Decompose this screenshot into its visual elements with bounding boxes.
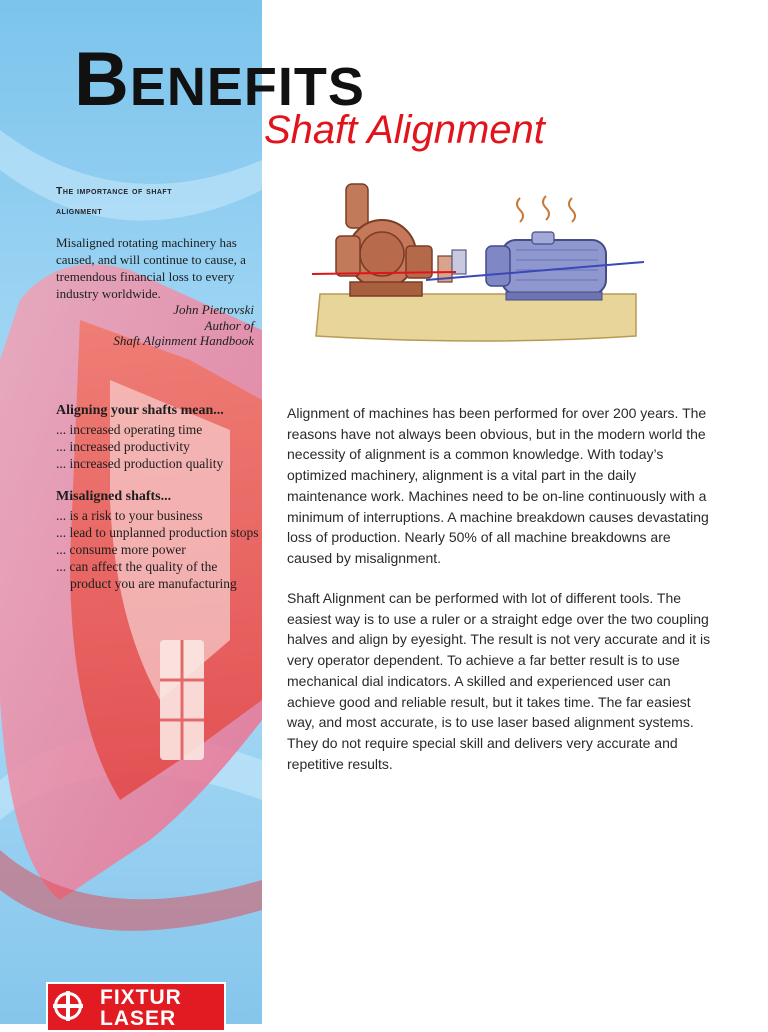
importance-heading xyxy=(56,181,256,221)
quote-attribution xyxy=(56,302,254,349)
misaligned-risks-list xyxy=(56,489,260,592)
list-item: ... increased operating time xyxy=(56,422,203,437)
list-item: ... lead to unplanned production stops xyxy=(56,525,259,540)
aligning-heading: Aligning your shafts mean... xyxy=(56,403,224,418)
list-item: ... can affect the quality of the product you are manufacturing xyxy=(56,559,237,591)
body-paragraph-1: Alignment of machines has been performed for over 200 years. The reasons have not always been obvious, but in the modern world the necessity of alignment is a common knowledge. With today’s optimized machinery, alignment is a vital part in the daily maintenance work. Machines need to be on-line continuously with a minimum of interruptions. A machine breakdown causes devastating loss of production. Nearly 50% of all machine breakdowns are caused by misalignment. xyxy=(287,405,709,566)
list-item: ... is a risk to your business xyxy=(56,508,203,523)
fixturlaser-logo xyxy=(46,982,226,1032)
author-role: Author of xyxy=(204,317,254,333)
list-item: ... consume more power xyxy=(56,542,186,557)
aligning-benefits-list xyxy=(56,403,260,472)
title-rest: ENEFITS xyxy=(129,57,365,117)
logo-line1: FIXTUR xyxy=(100,986,182,1009)
logo-line2: LASER xyxy=(100,1007,177,1030)
author-book: Shaft Alginment Handbook xyxy=(113,333,254,348)
list-item: ... increased productivity xyxy=(56,439,190,454)
misaligned-heading: Misaligned shafts... xyxy=(56,489,172,504)
page-title xyxy=(74,37,365,122)
author-name: John Pietrovski xyxy=(173,302,254,317)
importance-heading-line2: alignment xyxy=(56,205,103,217)
importance-heading-line1: The importance of shaft xyxy=(56,185,172,197)
importance-quote: Misaligned rotating machinery has caused, and will continue to cause, a tremendous financial loss to every industry worldwide. xyxy=(56,235,246,301)
page-subtitle: Shaft Alignment xyxy=(264,108,545,152)
title-first-letter: B xyxy=(74,37,130,122)
logo-text xyxy=(100,987,182,1029)
crosshair-circle-icon xyxy=(54,992,82,1020)
body-paragraph-2: Shaft Alignment can be performed with lot of different tools. The easiest way is to use a ruler or a straight edge over the two coupling halves and align by eyesight. The result is not very accurate and it is very operator dependent. To achieve a far better result is to use mechanical dial indicators. A skilled and experienced user can achieve good and reliable result, but it takes time. The far easiest way, and most accurate, is to use laser based alignment systems. They do not require special skill and delivers very accurate and repetitive results. xyxy=(287,590,711,772)
misaligned-pump-motor-illustration xyxy=(306,176,650,348)
list-item: ... increased production quality xyxy=(56,456,224,471)
